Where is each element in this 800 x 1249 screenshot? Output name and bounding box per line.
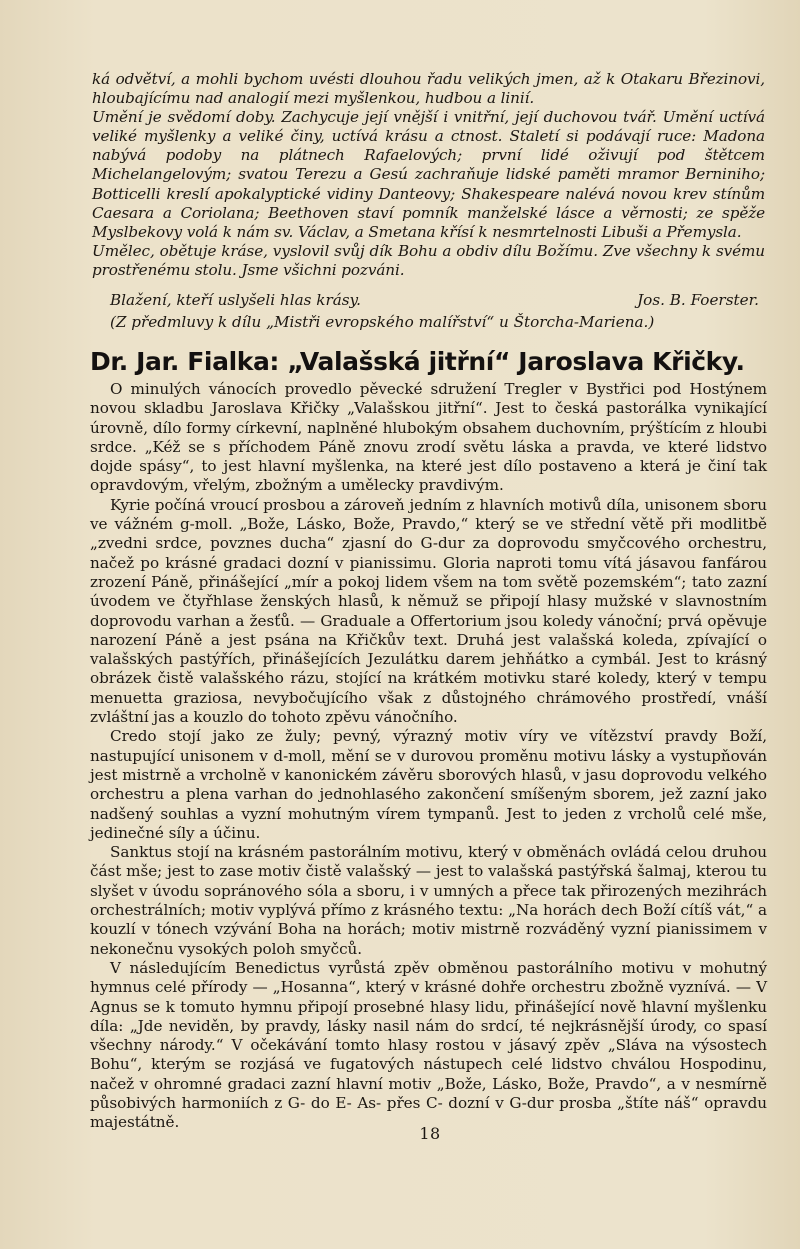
article-paragraph: Credo stojí jako ze žuly; pevný, výrazný motiv víry ve vítězství pravdy Boží, nastupující unisonem v d-moll, mění se v durovou proměnu motivu lásky a vystupňován jest mistrně a vrcholně v kanonickém závěru sborových hlasů, v jasu doprovodu velkého orchestru a plena varhan do jednohlasého zakončení smíšeným sborem, jež zazní jako nadšený souhlas a vyzní mohutným vírem tympanů. Jest to jeden z vrcholů celé mše, jedinečné síly a účinu. (90, 727, 767, 842)
article-paragraph: V následujícím Benedictus vyrůstá zpěv obměnou pastorálního motivu v mohutný hymnus celé přírody — „Hosanna“, který v krásné dohře orchestru zbožně vyznívá. — V Agnus se k tomuto hymnu připojí prosebné hlasy lidu, přinášející nově hlavní myšlenku díla: „Jde neviděn, by pravdy, lásky nasil nám do srdcí, té nejkrásnější úrody, co spasí všechny národy.“ V očekávání tomto hlasy rostou v jásavý zpěv „Sláva na výsostech Bohu“, kterým se rozjásá ve fugatových nástupech celé lidstvo chválou Hospodinu, načež v ohromné gradaci zazní hlavní motiv „Bože, Lásko, Bože, Pravdo“, a v nesmírně působivých harmoniích z G- do E- As- přes C- dozní v G-dur prosba „štíte náš“ opravdu majestátně. (90, 958, 767, 1132)
article-title: Dr. Jar. Fialka: „Valašská jitřní“ Jaroslava Křičky. (90, 347, 745, 376)
page-number: 18 (419, 1124, 441, 1143)
article-paragraph: Kyrie počíná vroucí prosbou a zároveň jedním z hlavních motivů díla, unisonem sboru ve vážném g-moll. „Bože, Lásko, Bože, Pravdo,“ který se ve střední větě při modlitbě „zvedni srdce, povznes ducha“ zjasní do G-dur za doprovodu smyčcového orchestru, načež po krásné gradaci dozní v pianissimu. Gloria naproti tomu vítá jásavou fanfárou zrození Páně, přinášející „mír a pokoj lidem všem na tom světě pozemském“; tato zazní úvodem ve čtyřhlase ženských hlasů, k němuž se připojí hlasy mužské v slavnostním doprovodu varhan a žesťů. — Graduale a Offertorium jsou koledy vánoční; prvá opěvuje narození Páně a jest psána na Křičkův text. Druhá jest valašská koleda, zpívající o valašských pastýřích, přinášejících Jezulátku darem jehňátko a cymbál. Jest to krásný obrázek čistě valašského rázu, stojící na krátkém motivku staré koledy, který v tempu menuetta graziosa, nevybočujícího však z důstojného chrámového prostředí, vnáší zvláštní jas a kouzlo do tohoto zpěvu vánočního. (90, 495, 767, 727)
article-paragraph: O minulých vánocích provedlo pěvecké sdružení Tregler v Bystřici pod Hostýnem novou skladbu Jaroslava Křičky „Valašskou jitřní“. Jest to česká pastorálka vynikající úrovně, dílo formy církevní, naplněné hlubokým obsahem duchovním, prýštícím z hloubi srdce. „Kéž se s příchodem Páně znovu zrodí světu láska a pravda, ve které lidstvo dojde spásy“, to jest hlavní myšlenka, na které jest dílo postaveno a která je činí tak opravdovým, vřelým, zbožným a umělecky pravdivým. (90, 380, 767, 495)
source-note: (Z předmluvy k dílu „Mistři evropského malířství“ u Štorcha-Mariena.) (110, 313, 655, 331)
article-body (90, 380, 767, 1133)
article-paragraph: Sanktus stojí na krásném pastorálním motivu, který v obměnách ovládá celou druhou část mše; jest to zase motiv čistě valašský — jest to valašská pastýřská šalmaj, kterou tu slyšet v úvodu sopránového sóla a sboru, i v umných a přece tak přirozených mezihrách orchestrálních; motiv vyplývá přímo z krásného textu: „Na horách dech Boží cítíš vát,“ a kouzlí v tónech vzývání Boha na horách; motiv mistrně rozváděný vyzní pianissimem v nekonečnu vysokých poloh smyčců. (90, 843, 767, 958)
intro-section (92, 70, 765, 280)
intro-paragraph: Umění je svědomí doby. Zachycuje její vnější i vnitřní, její duchovou tvář. Umění uctívá veliké myšlenky a veliké činy, uctívá krásu a ctnost. Staletí si podávají ruce: Madona nabývá podoby na plátnech Rafaelových; první lidé oživují pod štětcem Michelangelovým; svatou Terezu a Gesú zachraňuje lidské paměti mramor Berniniho; Botticelli kreslí apokalyptické vidiny Danteovy; Shakespeare nalévá novou krev stínům Caesara a Coriolana; Beethoven staví pomník manželské lásce a věrnosti; ze spěže Myslbekovy volá k nám sv. Václav, a Smetana křísí k nesmrtelnosti Libuši a Přemysla. (92, 108, 765, 241)
intro-paragraph: Umělec, obětuje kráse, vyslovil svůj dík Bohu a obdiv dílu Božímu. Zve všechny k svému prostřenému stolu. Jsme všichni pozváni. (92, 241, 765, 279)
signature-quote: Blažení, kteří uslyšeli hlas krásy. (110, 291, 361, 309)
intro-paragraph: ká odvětví, a mohli bychom uvésti dlouhou řadu velikých jmen, až k Otakaru Březinovi, hloubajícímu nad analogií mezi myšlenkou, hudbou a linií. (92, 70, 765, 108)
signature-line (92, 291, 765, 311)
signature-author: Jos. B. Foerster. (637, 291, 759, 309)
